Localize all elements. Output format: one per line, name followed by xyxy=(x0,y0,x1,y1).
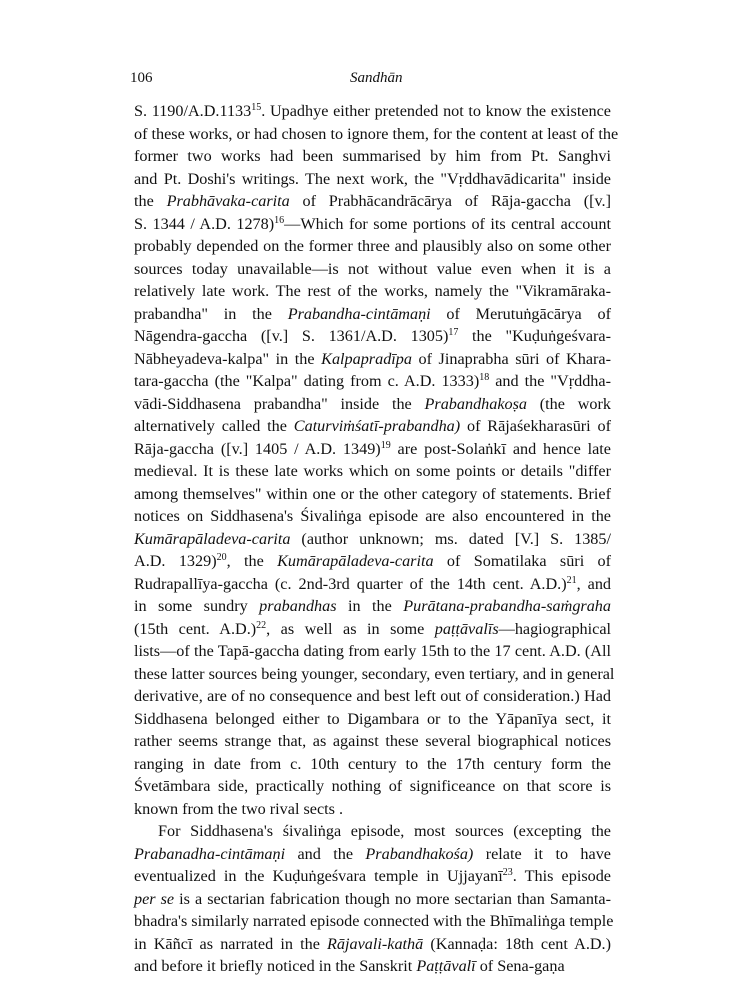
footnote-ref: 16 xyxy=(274,214,285,226)
text-line xyxy=(134,753,611,776)
text-run: the "Kuḍuṅgeśvara- xyxy=(458,327,612,345)
text-run: rather seems strange that, as against these several biographical notices xyxy=(134,732,611,750)
text-run: bhadra's similarly narrated episode connected with the Bhīmaliṅga temple xyxy=(134,912,614,930)
text-line xyxy=(134,910,614,933)
italic-title: Caturviṁśatī-prabandha) xyxy=(293,417,461,435)
text-run: are post-Solaṅkī and hence late xyxy=(390,439,611,458)
text-line xyxy=(134,438,611,461)
text-run: is a sectarian fabrication though no more sectarian than Samanta- xyxy=(174,889,612,908)
text-run: known from the two rival sects . xyxy=(134,799,344,818)
text-line xyxy=(134,888,611,911)
text-run: in the xyxy=(336,597,404,615)
text-run: . This episode xyxy=(512,867,611,885)
page-number: 106 xyxy=(130,70,153,86)
text-run: derivative, are of no consequence and best left out of consideration.) Had xyxy=(134,687,611,705)
text-line xyxy=(134,528,611,551)
italic-title: Kumārapāladeva-carita xyxy=(277,552,434,570)
text-line xyxy=(134,123,619,146)
running-head: Sandhān xyxy=(350,70,403,86)
text-run: —Which for some portions of its central account xyxy=(284,214,611,233)
text-run: of Rājaśekharasūri of xyxy=(460,417,611,435)
page-header xyxy=(130,70,610,92)
text-run: of Somatilaka sūri of xyxy=(433,552,612,570)
italic-title: Purātana-prabandha-saṁgraha xyxy=(403,597,611,615)
text-run: A.D. 1329) xyxy=(134,552,217,570)
text-line xyxy=(134,168,611,191)
text-run: —hagiographical xyxy=(498,619,611,638)
text-line xyxy=(134,415,611,438)
text-line xyxy=(134,618,611,641)
text-line xyxy=(134,235,611,258)
text-line xyxy=(134,325,611,348)
text-line xyxy=(134,145,611,168)
text-line xyxy=(134,460,611,483)
italic-title: Paṭṭāvalī xyxy=(416,957,476,975)
italic-title: Kumārapāladeva-carita xyxy=(134,529,291,548)
text-line xyxy=(134,955,611,978)
text-line xyxy=(134,663,615,686)
footnote-ref: 18 xyxy=(479,372,490,383)
text-line xyxy=(134,820,611,843)
text-run: Rudrapallīya-gaccha (c. 2nd-3rd quarter of the 14th cent. A.D.) xyxy=(134,574,567,593)
text-run: eventualized in the Kuḍuṅgeśvara temple in Ujjayanī xyxy=(134,867,503,885)
text-run: Nāgendra-gaccha ([v.] S. 1361/A.D. 1305) xyxy=(134,327,449,345)
text-run: among themselves" within one or the other category of statements. Brief xyxy=(134,484,611,503)
text-run: in some sundry xyxy=(134,597,260,615)
text-run: (author unknown; ms. dated [V.] S. 1385/ xyxy=(290,529,611,548)
text-run: in Kāñcī as narrated in the xyxy=(134,934,328,953)
text-line xyxy=(134,258,611,281)
text-line xyxy=(134,483,611,506)
text-run: Śvetāmbara side, practically nothing of significeance on that score is xyxy=(134,777,611,795)
text-run: alternatively called the xyxy=(134,417,294,435)
text-run: sources today unavailable—is not without value even when it is a xyxy=(134,259,611,278)
text-run: medieval. It is these late works which on some points or details "differ xyxy=(134,462,611,480)
text-run: , and xyxy=(576,574,612,593)
text-run: , as well as in some xyxy=(266,619,435,638)
text-run: vādi-Siddhasena prabandha" inside the xyxy=(134,394,425,413)
text-line xyxy=(134,348,611,371)
text-run: and the "Vṛddha- xyxy=(489,372,611,390)
footnote-ref: 15 xyxy=(251,102,262,113)
paragraph xyxy=(134,100,619,820)
text-run: . Upadhye either pretended not to know the existence xyxy=(261,102,611,120)
text-run: For Siddhasena's śivaliṅga episode, most sources (excepting the xyxy=(158,822,611,840)
text-line xyxy=(134,213,611,236)
text-line xyxy=(134,280,611,303)
text-line xyxy=(134,100,611,123)
text-run: and the xyxy=(285,844,366,863)
text-run: prabandha" in the xyxy=(134,304,288,323)
text-run: and Pt. Doshi's writings. The next work, the "Vṛddhavādicarita" inside xyxy=(134,169,611,188)
italic-title: Prabandhakośa) xyxy=(365,844,474,863)
italic-title: Prabandha-cintāmaṇi xyxy=(287,304,431,323)
text-run: probably depended on the former three and plausibly also on some other xyxy=(134,237,611,255)
italic-title: Prabanadha-cintāmaṇi xyxy=(134,844,286,863)
italic-title: Prabhāvaka-carita xyxy=(166,192,290,210)
text-run: tara-gaccha (the "Kalpa" dating from c. A.D. 1333) xyxy=(134,372,480,390)
text-line xyxy=(134,708,611,731)
text-run: of Prabhācandrācārya of Rāja-gaccha ([v.] xyxy=(289,192,611,210)
text-run: these latter sources being younger, secondary, even tertiary, and in general xyxy=(134,664,615,683)
footnote-ref: 22 xyxy=(256,619,267,631)
text-run: Siddhasena belonged either to Digambara or to the Yāpanīya sect, it xyxy=(134,709,611,728)
text-line xyxy=(134,685,611,708)
italic-title: per se xyxy=(134,889,175,908)
text-run: of Jinaprabha sūri of Khara- xyxy=(411,349,611,368)
text-line xyxy=(134,640,611,663)
italic-title: Rājavali-kathā xyxy=(327,934,424,953)
text-run: relate it to have xyxy=(473,844,611,863)
text-run: of these works, or had chosen to ignore them, for the content at least of the xyxy=(134,124,619,143)
text-run: , the xyxy=(226,552,278,570)
paragraph xyxy=(134,820,614,978)
text-run: S. 1190/A.D.1133 xyxy=(134,102,252,120)
text-run: and before it briefly noticed in the Sanskrit xyxy=(134,957,417,975)
footnote-ref: 17 xyxy=(448,327,459,338)
text-line xyxy=(134,303,611,326)
body-text xyxy=(134,100,619,978)
text-run: S. 1344 / A.D. 1278) xyxy=(134,214,275,233)
text-run: the xyxy=(134,192,167,210)
footnote-ref: 21 xyxy=(566,574,577,586)
text-run: Rāja-gaccha ([v.] 1405 / A.D. 1349) xyxy=(134,439,381,458)
italic-title: paṭṭāvalīs xyxy=(434,619,499,638)
text-run: former two works had been summarised by him from Pt. Sanghvi xyxy=(134,147,611,165)
text-line xyxy=(134,550,611,573)
text-line xyxy=(134,595,611,618)
italic-title: Kalpapradīpa xyxy=(321,349,412,368)
text-run: (the work xyxy=(527,394,611,413)
text-line xyxy=(134,798,611,821)
text-line xyxy=(134,505,611,528)
text-run: Nābheyadeva-kalpa" in the xyxy=(134,349,322,368)
italic-title: Prabandhakoṣa xyxy=(424,394,528,413)
text-line xyxy=(134,190,611,213)
text-run: of Merutuṅgācārya of xyxy=(430,304,611,323)
text-run: (Kannaḍa: 18th cent A.D.) xyxy=(423,934,611,953)
text-line xyxy=(134,730,611,753)
text-line xyxy=(134,573,611,596)
text-run: notices on Siddhasena's Śivaliṅga episode are also encountered in the xyxy=(134,507,611,525)
text-run: of Sena-gaṇa xyxy=(475,957,565,975)
text-run: (15th cent. A.D.) xyxy=(134,619,257,638)
text-run: relatively late work. The rest of the works, namely the "Vikramāraka- xyxy=(134,282,611,300)
text-line xyxy=(134,865,611,888)
text-line xyxy=(134,393,611,416)
footnote-ref: 19 xyxy=(380,439,391,451)
text-line xyxy=(134,933,611,956)
footnote-ref: 23 xyxy=(502,867,513,878)
text-line xyxy=(134,843,611,866)
text-run: ranging in date from c. 10th century to the 17th century form the xyxy=(134,754,611,773)
text-line xyxy=(134,775,611,798)
text-run: lists—of the Tapā-gaccha dating from early 15th to the 17 cent. A.D. (All xyxy=(134,642,611,660)
footnote-ref: 20 xyxy=(216,552,227,563)
italic-title: prabandhas xyxy=(259,597,337,615)
text-line xyxy=(134,370,611,393)
